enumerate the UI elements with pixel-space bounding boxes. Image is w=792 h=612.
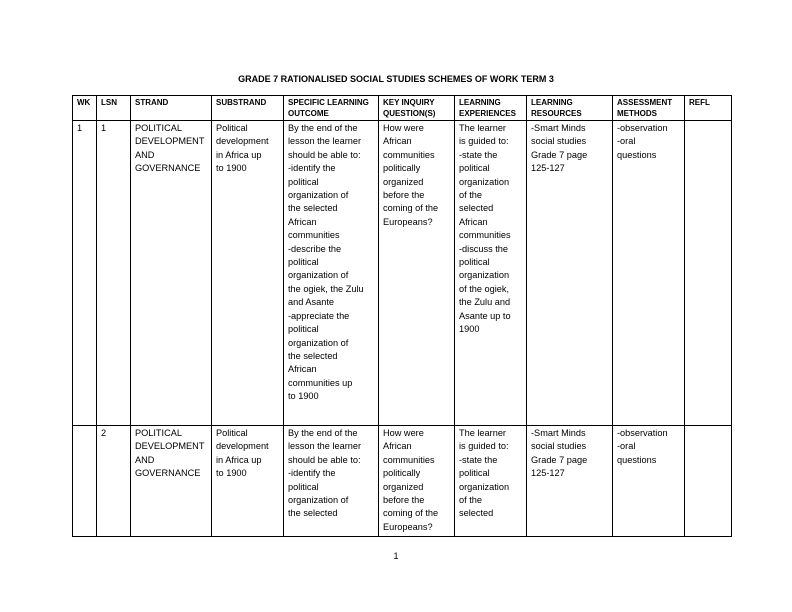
cell-outcome: By the end of the lesson the learner should be able to: -identify the political organization of the selected: [284, 426, 379, 537]
cell-experiences: The learner is guided to: -state the political organization of the selected: [455, 426, 527, 537]
cell-strand: POLITICAL DEVELOPMENT AND GOVERNANCE: [131, 426, 212, 537]
header-strand: STRAND: [131, 96, 212, 121]
header-row: [73, 96, 732, 121]
cell-substrand: Political development in Africa up to 1900: [212, 426, 284, 537]
header-inquiry: KEY INQUIRY QUESTION(S): [379, 96, 455, 121]
table-row: [73, 121, 732, 426]
cell-inquiry: How were African communities politically organized before the coming of the Europeans?: [379, 426, 455, 537]
cell-resources: -Smart Minds social studies Grade 7 page 125-127: [527, 426, 613, 537]
header-lsn: LSN: [97, 96, 131, 121]
cell-assessment: -observation -oral questions: [613, 121, 685, 426]
header-refl: REFL: [685, 96, 732, 121]
header-outcome: SPECIFIC LEARNING OUTCOME: [284, 96, 379, 121]
cell-outcome: By the end of the lesson the learner should be able to: -identify the political organization of the selected African communities -describe the political organization of the ogiek, the Zulu and Asante -appreciate the political organization of the selected African communities up to 1900: [284, 121, 379, 426]
cell-assessment: -observation -oral questions: [613, 426, 685, 537]
cell-refl: [685, 426, 732, 537]
cell-lsn: 2: [97, 426, 131, 537]
cell-refl: [685, 121, 732, 426]
cell-lsn: 1: [97, 121, 131, 426]
table-row: [73, 426, 732, 537]
cell-resources: -Smart Minds social studies Grade 7 page 125-127: [527, 121, 613, 426]
cell-inquiry: How were African communities politically organized before the coming of the Europeans?: [379, 121, 455, 426]
header-assessment: ASSESSMENT METHODS: [613, 96, 685, 121]
cell-wk: [73, 426, 97, 537]
schemes-table: [72, 95, 732, 537]
header-wk: WK: [73, 96, 97, 121]
header-resources: LEARNING RESOURCES: [527, 96, 613, 121]
page-number: 1: [393, 551, 399, 561]
cell-strand: POLITICAL DEVELOPMENT AND GOVERNANCE: [131, 121, 212, 426]
header-substrand: SUBSTRAND: [212, 96, 284, 121]
header-experiences: LEARNING EXPERIENCES: [455, 96, 527, 121]
cell-wk: 1: [73, 121, 97, 426]
cell-experiences: The learner is guided to: -state the political organization of the selected African communities -discuss the political organization of the ogiek, the Zulu and Asante up to 1900: [455, 121, 527, 426]
document-title: GRADE 7 RATIONALISED SOCIAL STUDIES SCHEMES OF WORK TERM 3: [238, 74, 554, 84]
cell-substrand: Political development in Africa up to 1900: [212, 121, 284, 426]
